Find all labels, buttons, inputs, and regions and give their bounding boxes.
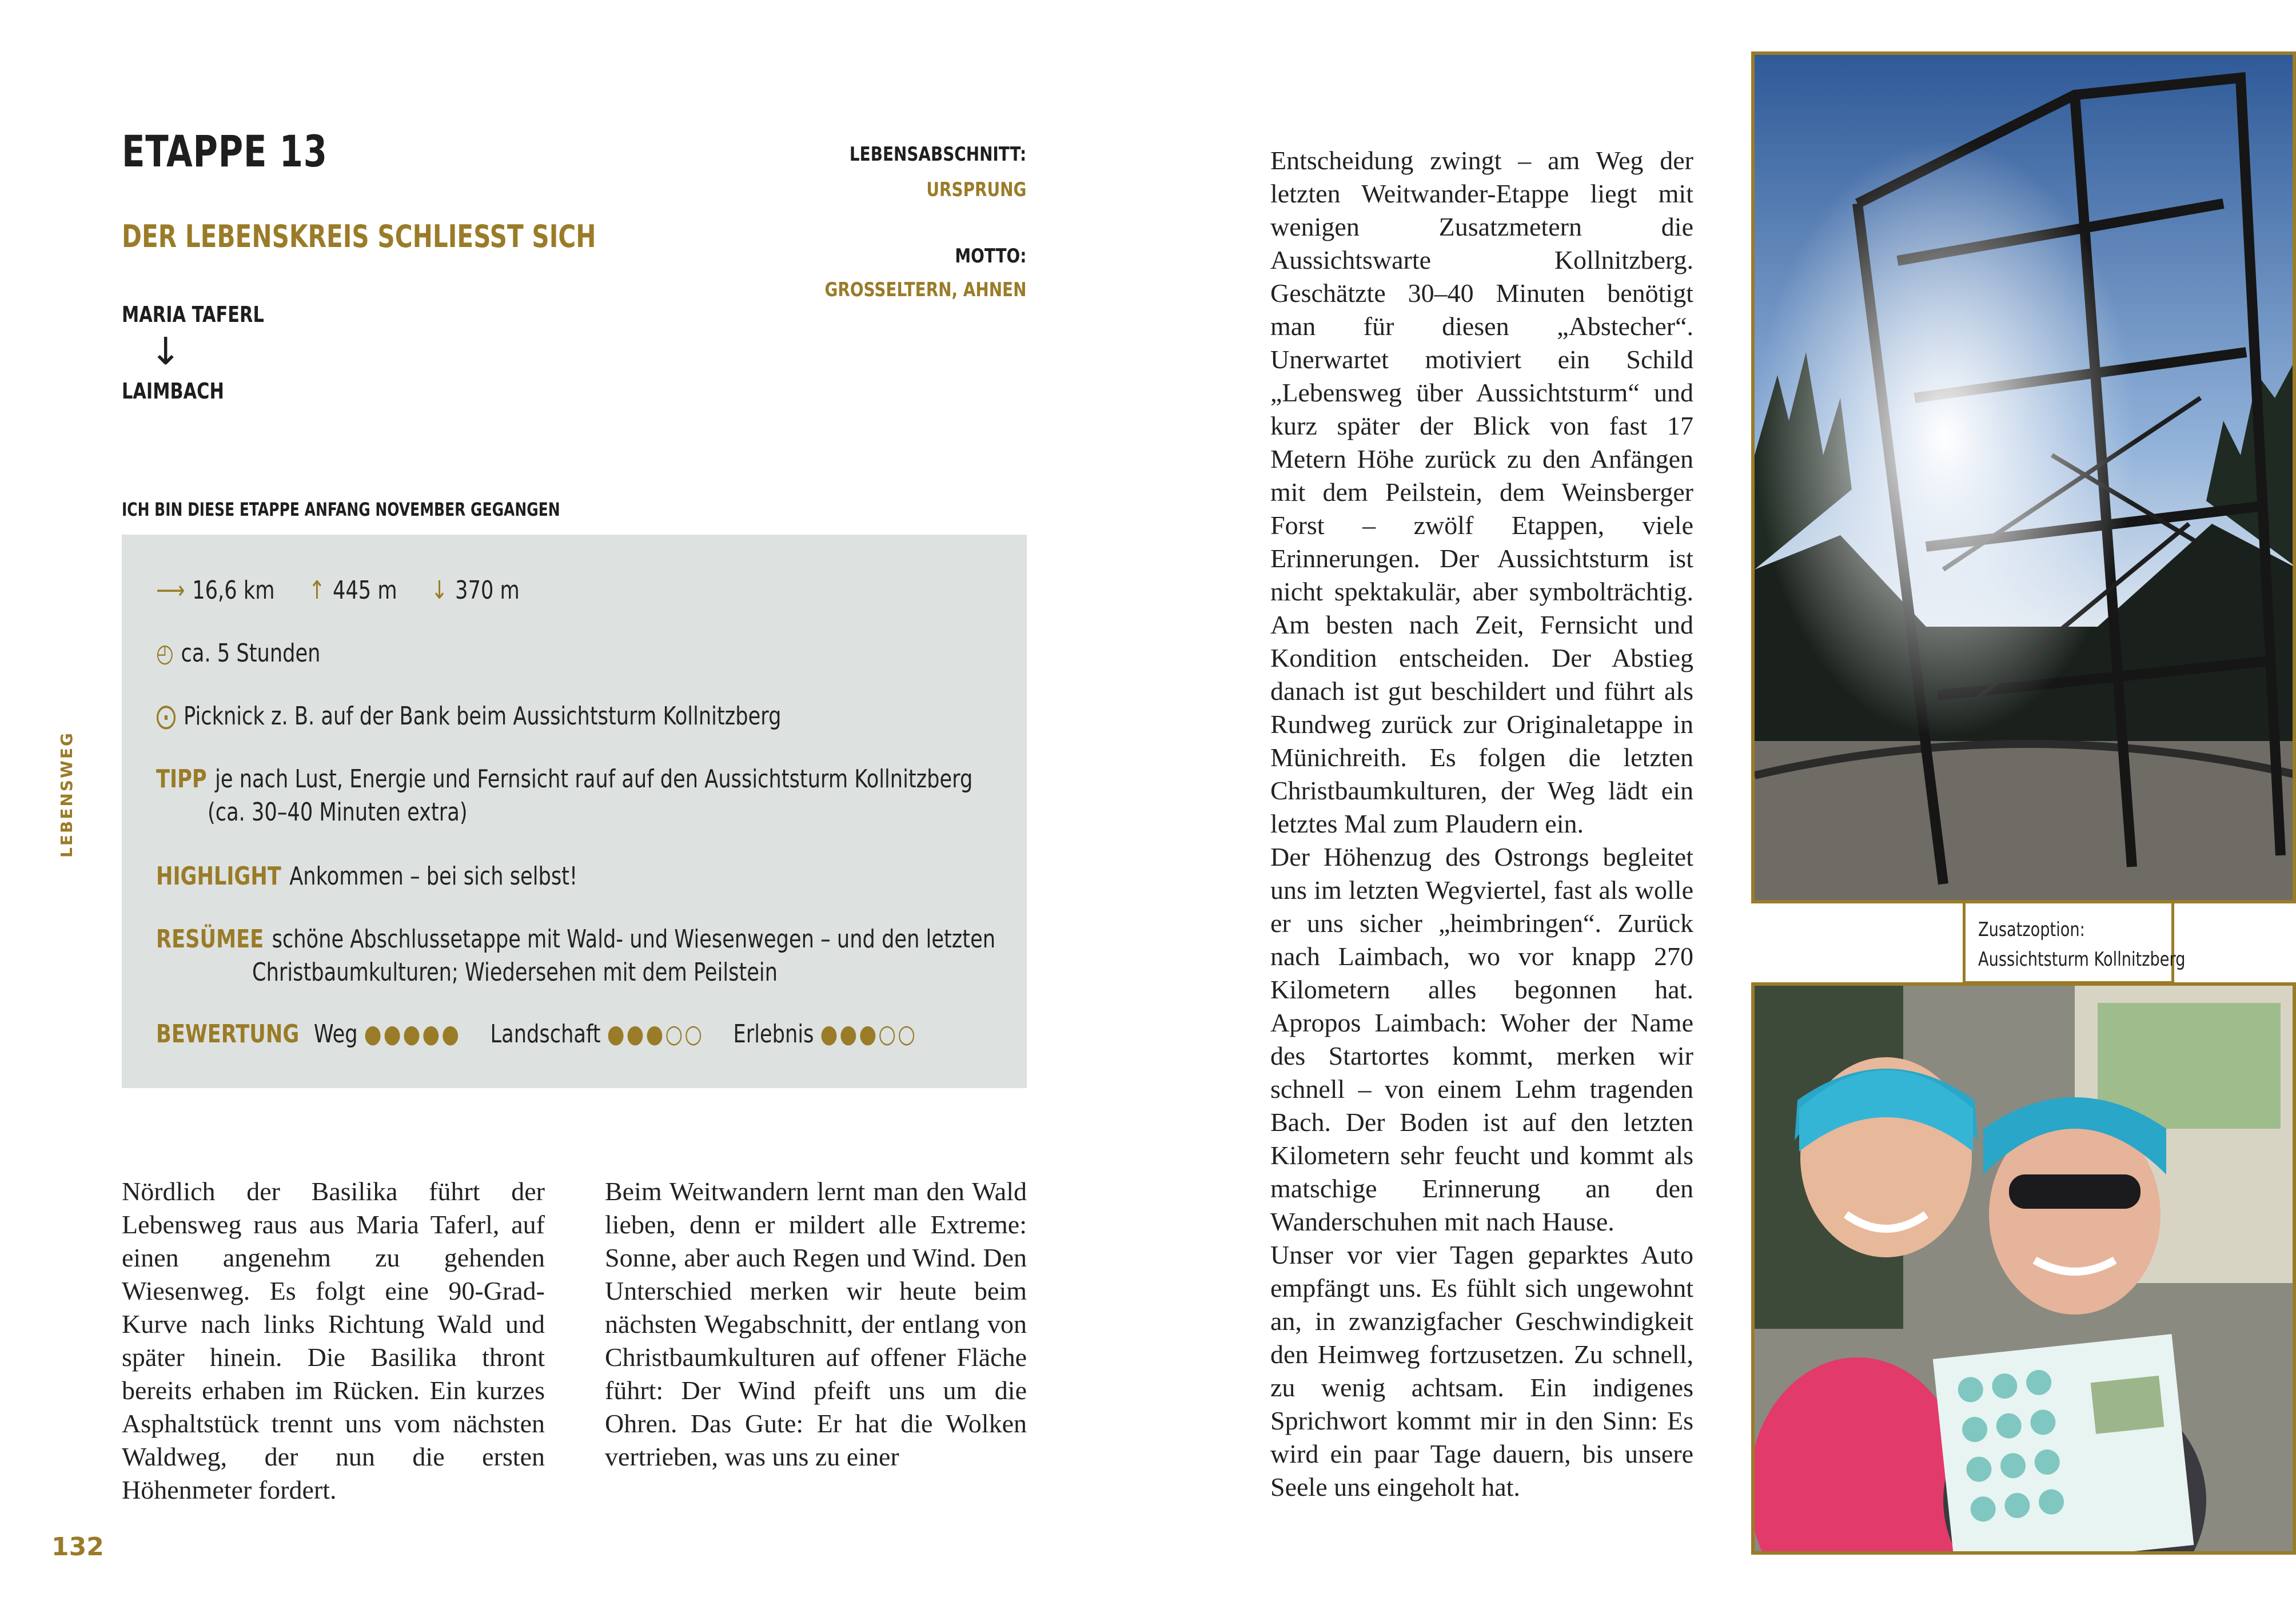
side-label: LEBENSWEG: [57, 731, 76, 858]
page-number: 132: [51, 1532, 104, 1562]
tipp-row: [156, 764, 972, 794]
resuemee-row-continued: [252, 958, 778, 987]
motto-label: MOTTO:: [955, 245, 1026, 268]
photo-caption: [1963, 901, 2186, 984]
highlight-text: Ankommen – bei sich selbst!: [289, 862, 578, 891]
stats-row: [156, 576, 520, 605]
arrow-right-icon: ⟶: [156, 576, 185, 605]
ascent-value: 445 m: [333, 576, 397, 605]
tipp-text-line2: (ca. 30–40 Minuten extra): [208, 798, 468, 827]
motto-value: GROSSELTERN, AHNEN: [824, 278, 1026, 301]
descent-value: 370 m: [455, 576, 520, 605]
duration-value: ca. 5 Stunden: [181, 639, 321, 668]
erlebnis-label: Erlebnis: [733, 1019, 814, 1049]
stage-subtitle: DER LEBENSKREIS SCHLIESST SICH: [122, 218, 596, 254]
food-text: Picknick z. B. auf der Bank beim Aussichtsturm Kollnitzberg: [184, 702, 782, 731]
body-paragraph: Beim Weitwandern lernt man den Wald lieben, denn er mildert alle Extreme: Sonne, aber auch Regen und Wind. Den Unterschied merken wir heute beim nächsten Wegabschnitt, der entlang von Christbaumkulturen auf offener Fläche führt: Der Wind pfeift uns um die Ohren. Das Gute: Er hat die Wolken vertrieben, was uns zu einer: [605, 1177, 1027, 1471]
resuemee-label: RESÜMEE: [156, 925, 264, 954]
route-end: LAIMBACH: [122, 379, 224, 404]
tipp-text-line1: je nach Lust, Energie und Fernsicht rauf auf den Aussichtsturm Kollnitzberg: [215, 764, 973, 794]
body-paragraph: Der Höhenzug des Ostrongs begleitet uns im letzten Wegviertel, fast als wolle er uns sicher „heimbringen“. Zurück nach Laimbach, wo vor knapp 270 Kilometern alles begonnen hat. Apropos Laimbach: Woher der Name des Startortes kommt, merken wir schnell – von einem Lehm tragenden Bach. Der Boden ist auf den letzten Kilometern sehr feucht und kommt als matschige Erinnerung an den Wanderschuhen mit nach Hause.: [1270, 842, 1693, 1236]
tipp-row-continued: [208, 798, 468, 827]
weg-rating-dots: ●●●●●: [364, 1019, 461, 1049]
duration-row: [156, 639, 320, 668]
body-column-2: [605, 1175, 1027, 1473]
resuemee-text-line2: Christbaumkulturen; Wiedersehen mit dem Peilstein: [252, 958, 778, 987]
resuemee-row: [156, 925, 995, 954]
rating-row: [156, 1019, 917, 1049]
body-paragraph: Entscheidung zwingt – am Weg der letzten Weitwander-Etappe liegt mit wenigen Zusatzmetern die Aussichtswarte Kollnitzberg. Geschätzte 30–40 Minuten benötigt man für diesen „Abstecher“. Unerwartet motiviert ein Schild „Lebensweg über Aussichtsturm“ und kurz später der Blick von fast 17 Metern Höhe zurück zu den Anfängen mit dem Peilstein, dem Weinsberger Forst – zwölf Etappen, viele Erinnerungen. Der Aussichtsturm ist nicht spektakulär, aber symbolträchtig. Am besten nach Zeit, Fernsicht und Kondition entscheiden. Der Abstieg danach ist gut beschildert und führt als Rundweg zurück zur Originaletappe in Münichreith. Es folgen die letzten Christbaumkulturen, der Weg lädt ein letztes Mal zum Plaudern ein.: [1270, 146, 1693, 838]
body-paragraph: Nördlich der Basilika führt der Lebensweg raus aus Maria Taferl, auf einen angenehm zu gehenden Wiesenweg. Es folgt eine 90-Grad-Kurve nach links Richtung Wald und später hinein. Die Basilika thront bereits erhaben im Rücken. Ein kurzes Asphaltstück trennt uns vom nächsten Waldweg, der nun die ersten Höhenmeter fordert.: [122, 1177, 545, 1504]
lookout-tower-photo: [1751, 51, 2296, 903]
distance-value: 16,6 km: [192, 576, 275, 605]
tipp-label: TIPP: [156, 764, 207, 794]
lookout-tower-image: [1755, 55, 2296, 903]
body-column-1: [122, 1175, 545, 1507]
route-start: MARIA TAFERL: [122, 302, 264, 327]
left-page: [0, 0, 1143, 1621]
food-row: [156, 702, 781, 731]
stage-date-note: ICH BIN DIESE ETAPPE ANFANG NOVEMBER GEGANGEN: [122, 499, 560, 520]
weg-label: Weg: [313, 1019, 358, 1049]
landschaft-rating-dots: ●●●○○: [607, 1019, 704, 1049]
stage-title: ETAPPE 13: [122, 126, 328, 177]
caption-line2: Aussichtsturm Kollnitzberg: [1978, 948, 2186, 971]
route-arrow-icon: ↓: [150, 329, 182, 373]
hikers-photo: [1751, 982, 2296, 1555]
right-page: [1143, 0, 2296, 1621]
bewertung-label: BEWERTUNG: [156, 1019, 300, 1049]
body-paragraph: Unser vor vier Tagen geparktes Auto empfängt uns. Es fühlt sich ungewohnt an, in zwanzigfacher Geschwindigkeit den Heimweg fortzusetzen. Zu schnell, zu wenig achtsam. Ein indigenes Sprichwort kommt mir in den Sinn: Es wird ein paar Tage dauern, bis unsere Seele uns eingeholt hat.: [1270, 1240, 1693, 1501]
erlebnis-rating-dots: ●●●○○: [820, 1019, 918, 1049]
arrow-up-icon: ↑: [308, 576, 326, 605]
lebensabschnitt-label: LEBENSABSCHNITT:: [849, 143, 1026, 166]
resuemee-text-line1: schöne Abschlussetappe mit Wald- und Wiesenwegen – und den letzten: [272, 925, 996, 954]
caption-line1: Zusatzoption:: [1978, 918, 2085, 941]
body-column-3: [1270, 144, 1693, 1504]
clock-icon: ◴: [156, 639, 174, 668]
landschaft-label: Landschaft: [490, 1019, 601, 1049]
arrow-down-icon: ↓: [431, 576, 448, 605]
highlight-label: HIGHLIGHT: [156, 862, 281, 891]
stage-info-box: [122, 535, 1027, 1088]
highlight-row: [156, 862, 577, 891]
plate-cutlery-icon: ⨀: [156, 702, 177, 731]
hikers-image: [1755, 986, 2296, 1555]
lebensabschnitt-value: URSPRUNG: [926, 178, 1026, 201]
